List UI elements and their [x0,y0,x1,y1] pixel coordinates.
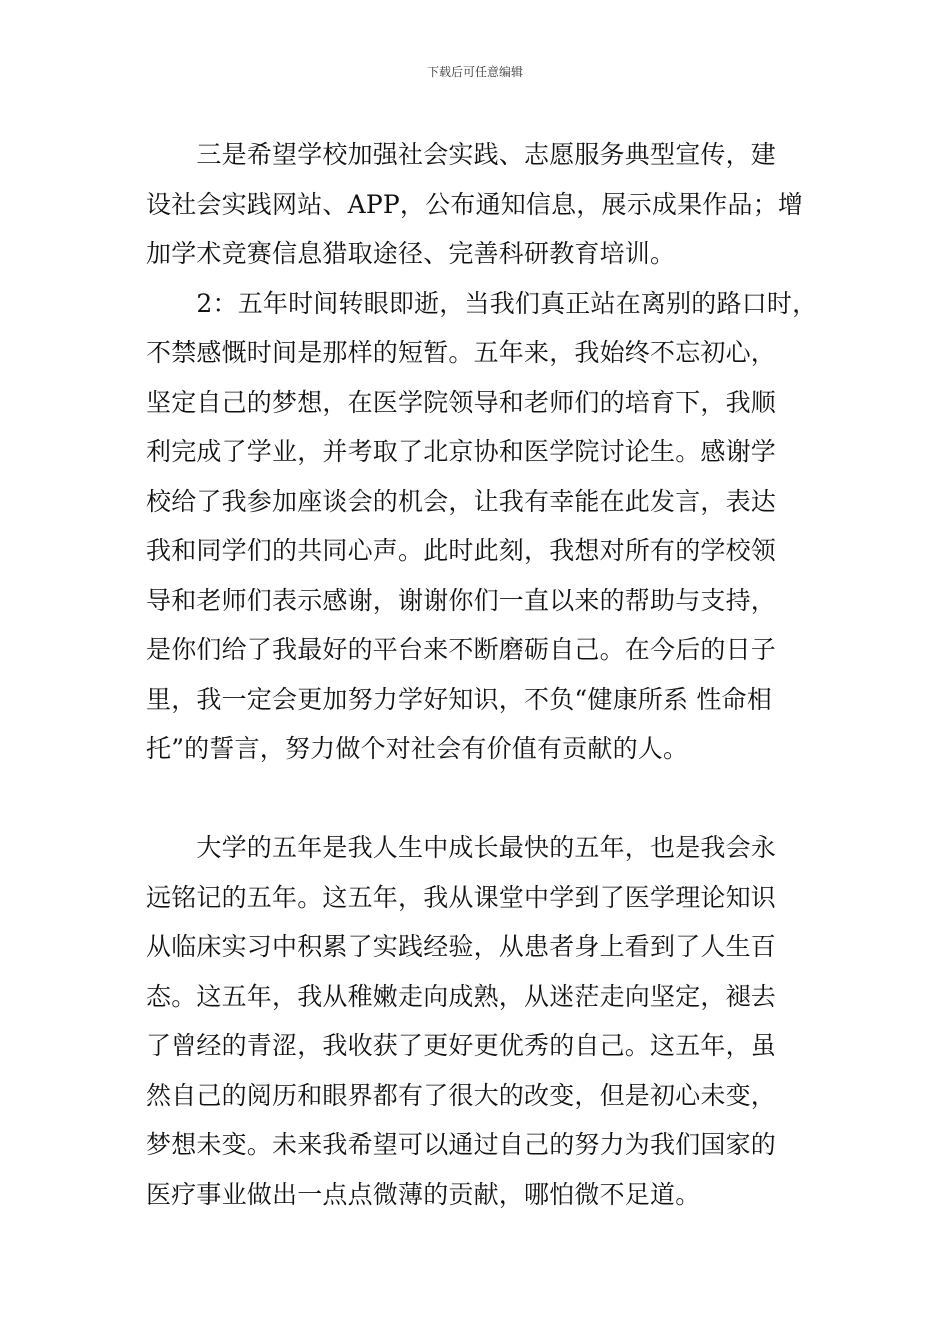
text-line: 梦想未变。未来我希望可以通过自己的努力为我们国家的 [146,1130,777,1159]
text-line: 了曾经的青涩，我收获了更好更优秀的自己。这五年，虽 [146,1031,777,1060]
text-line: 2：五年时间转眼即逝，当我们真正站在离别的路口时， [146,288,818,318]
text-line: 从临床实习中积累了实践经验，从患者身上看到了人生百 [146,932,777,961]
text-line: 是你们给了我最好的平台来不断磨砺自己。在今后的日子 [146,635,777,664]
text-line: 然自己的阅历和眼界都有了很大的改变，但是初心未变， [146,1080,777,1110]
text-line: 里，我一定会更加努力学好知识，不负“健康所系 性命相 [146,684,772,714]
document-body [146,130,836,1219]
text-line: 坚定自己的梦想，在医学院领导和老师们的培育下，我顺 [146,387,777,417]
text-line: 医疗事业做出一点点微薄的贡献，哪怕微不足道。 [146,1179,701,1209]
paragraph-gap [146,774,836,824]
text-line: 远铭记的五年。这五年，我从课堂中学到了医学理论知识 [146,882,777,912]
text-line: 态。这五年，我从稚嫩走向成熟，从迷茫走向坚定，褪去 [146,981,777,1011]
page-header-note: 下载后可任意编辑 [426,65,523,79]
text-line: 加学术竞赛信息猎取途径、完善科研教育培训。 [146,239,676,268]
text-line: 我和同学们的共同心声。此时此刻，我想对所有的学校领 [146,536,777,565]
text-line: 设社会实践网站、APP，公布通知信息，展示成果作品；增 [146,189,804,219]
text-line: 三是希望学校加强社会实践、志愿服务典型宣传，建 [146,140,777,169]
paragraph-1 [146,130,836,279]
text-line: 导和老师们表示感谢，谢谢你们一直以来的帮助与支持， [146,585,777,615]
text-line: 利完成了学业，并考取了北京协和医学院讨论生。感谢学 [146,437,777,466]
paragraph-3 [146,823,836,1219]
text-line: 校给了我参加座谈会的机会，让我有幸能在此发言，表达 [146,486,777,516]
text-line: 不禁感慨时间是那样的短暂。五年来，我始终不忘初心， [146,338,777,367]
paragraph-2 [146,279,836,774]
text-line: 托”的誓言，努力做个对社会有价值有贡献的人。 [146,734,689,763]
text-line: 大学的五年是我人生中成长最快的五年，也是我会永 [146,833,777,862]
